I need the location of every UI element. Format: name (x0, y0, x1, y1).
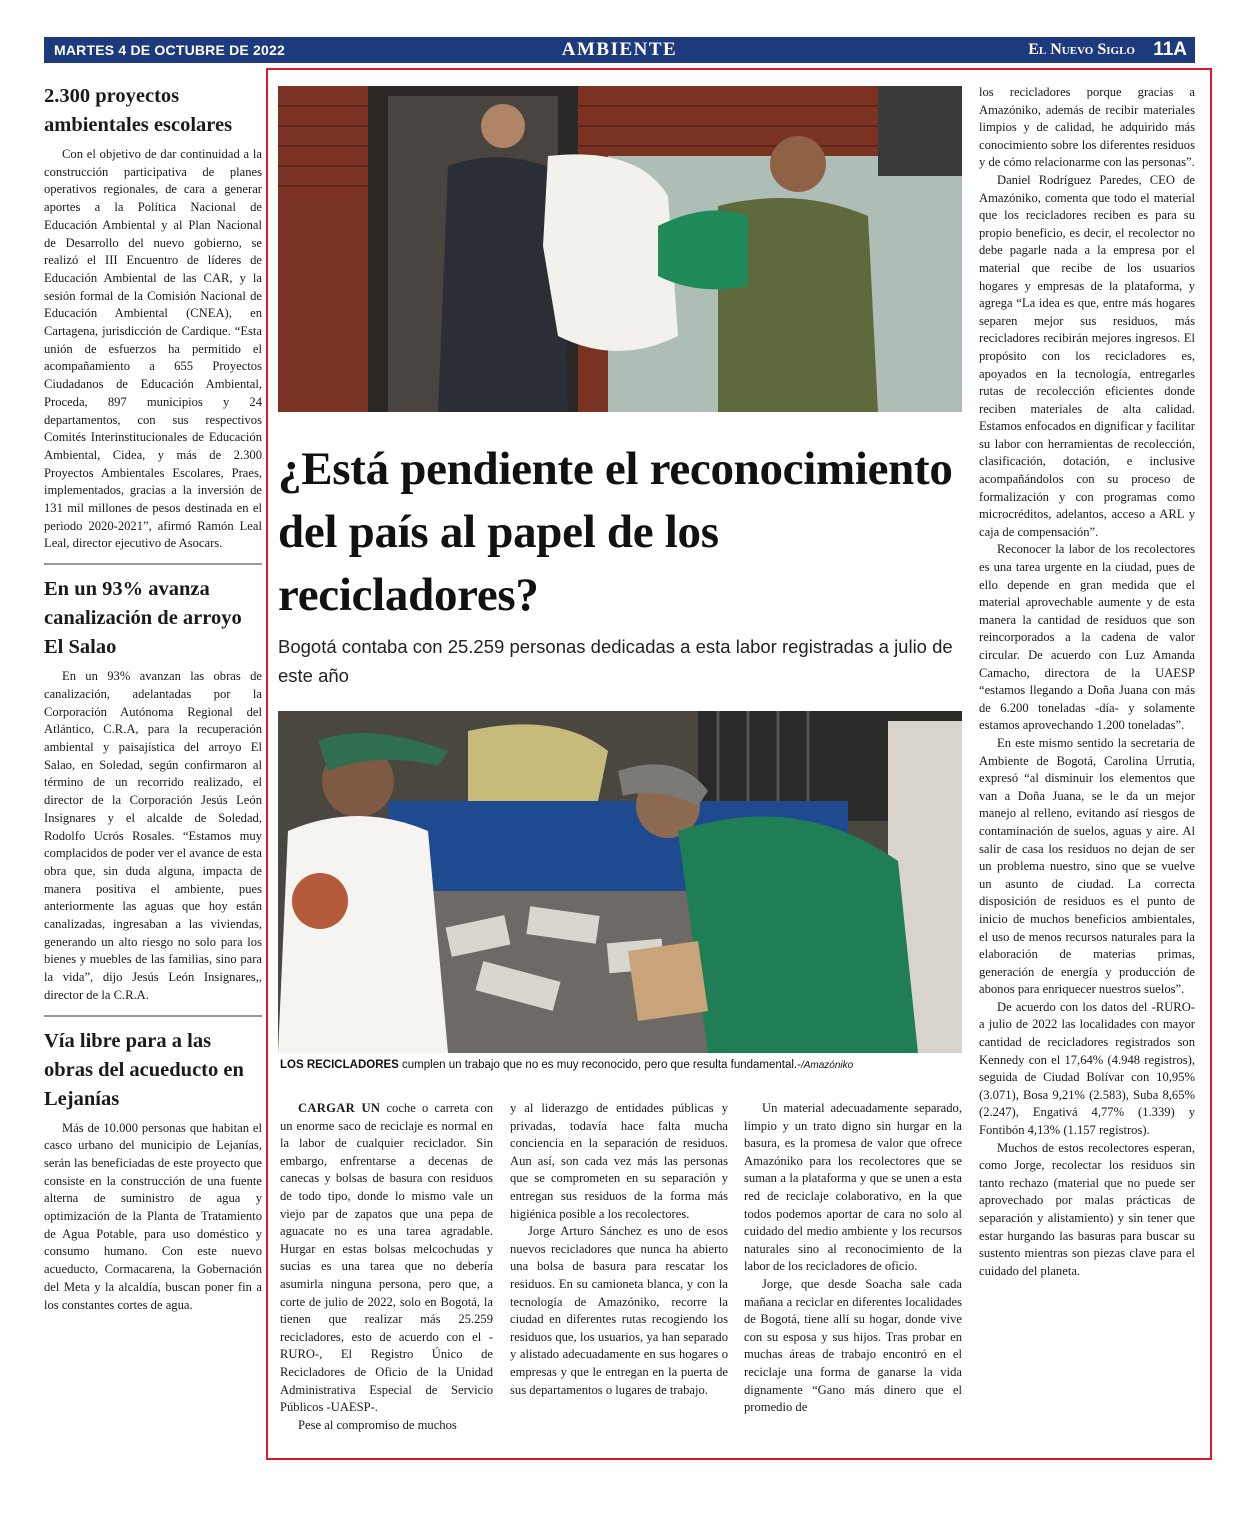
article-photo-bottom (278, 711, 962, 1053)
divider (44, 563, 262, 565)
page-header (44, 37, 1195, 63)
article-headline: ¿Está pendiente el reconocimiento del país al papel de los recicladores? (278, 443, 953, 621)
article-paragraph: CARGAR UN coche o carreta con un enorme saco de reciclaje es normal en la labor de cualquier reciclador. Sin embargo, enfrentarse a decenas de canecas y bolsas de basura con residuos de todo tipo, donde lo mismo vale un viejo par de zapatos que una pepa de aguacate no es una tarea agradable. Hurgar en estas bolsas melcochudas y sucias es una tarea que no debería asumirla ninguna persona, pero que, a corte de julio de 2022, solo en Bogotá, la tienen que realizar más 25.259 recicladores, esto de acuerdo con el -RURO-, El Registro Único de Recicladores de Oficio de la Unidad Administrativa Especial de Servicio Públicos -UAESP-. (280, 1101, 493, 1415)
brief-title: Vía libre para a las obras del acueducto en Lejanías (44, 1029, 244, 1110)
section-title: AMBIENTE (561, 39, 678, 60)
article-paragraph: Jorge, que desde Soacha sale cada mañana a reciclar en diferentes localidades de Bogotá, tiene allí su hogar, donde vive con su esposa y sus hijos. Tras probar en muchas áreas de trabajo encontró en el reciclaje una forma de ganarse la vida dignamente “Gano más dinero que el promedio de (744, 1276, 962, 1415)
article-paragraph: Un material adecuadamente separado, limpio y un trato digno sin hurgar en la basura, es la promesa de valor que ofrece Amazóniko para los recolectores que se suman a la plataforma y que se unen a esta red de reciclaje colaborativo, en la que todos podemos aportar de cara no solo al cuidado del medio ambiente y los recursos naturales sino al reconocimiento de la labor de los recicladores de oficio. (744, 1101, 962, 1274)
article-column-1 (280, 1100, 493, 1434)
newspaper-name: El Nuevo Siglo (1028, 41, 1135, 58)
brief-body: Con el objetivo de dar continuidad a la construcción participativa de planes operativos regionales, de cara a generar aportes a la Política Nacional de Educación Ambiental y al Plan Nacional de Desarrollo del nuevo gobierno, se realizó el III Encuentro de líderes de Educación Ambiental de las CAR, y la sesión formal de la Comisión Nacional de Educación Ambiental (CNEA), en Cartagena, jurisdicción de Cardique. “Esta unión de esfuerzos ha permitido el acompañamiento a 655 Proyectos Ciudadanos de Educación Ambiental, Proceda, 897 municipios y 24 departamentos, con sus respectivos Comités Interinstitucionales de Educación Ambiental, Cidea, y más de 2.300 Proyectos Ambientales Escolares, Praes, implementados, gracias a la inversión de 131 mil millones de pesos destinada en el periodo 2020-2021”, afirmó Ramón Leal Leal, director ejecutivo de Asocars. (44, 147, 262, 551)
article-paragraph: En este mismo sentido la secretaria de Ambiente de Bogotá, Carolina Urrutia, expresó “al disminuir los elementos que van a Doña Juana, se le da un mejor manejo al relleno, evitando así riesgos de contaminación de suelos, aguas y aire. Al salir de casa los residuos no dejan de ser un problema nuestro, sino que se vuelve un asunto de ciudad. La correcta disposición de residuos es el punto de inicio de muchos beneficios ambientales, el uso de menos recursos naturales para la elaboración de materias primas, generación de energía y producción de abonos para enriquecer nuestros suelos”. (979, 735, 1195, 997)
article-paragraph: Pese al compromiso de muchos (298, 1417, 457, 1432)
caption-credit: /Amazóniko (800, 1060, 854, 1071)
divider (44, 1015, 262, 1017)
brief-title: 2.300 proyectos ambientales escolares (44, 85, 233, 136)
recyclers-handover-image (278, 86, 962, 412)
article-paragraph: y al liderazgo de entidades públicas y privadas, todavía hace falta mucha conciencia en la separación de residuos. Aun así, son cada vez más las personas que se comprometen en su separación y entregan sus residuos de la forma más higiénica posible a los recolectores. (510, 1101, 728, 1221)
article-paragraph: Daniel Rodríguez Paredes, CEO de Amazóniko, comenta que todo el material que los recicladores reciben es para su propio beneficio, es decir, el recolector no debe pagarle nada a la empresa por el material que recibe de los usuarios hogares y empresas de la plataforma, y agrega “La idea es que, entre más hogares separen mejor sus residuos, más recicladores recibirán mejores ingresos. El propósito con los recicladores es, apoyados en la tecnología, entregarles rutas de recolección eficientes donde reciben materiales de alta calidad. Estamos enfocados en dignificar y facilitar su labor con herramientas de recolección, clasificación, dotación, e inclusive acompañándolos con su proceso de formalización y con programas como microcréditos, adelantos, acceso a ARL y caja de compensación”. (979, 172, 1195, 539)
article-paragraph: los recicladores porque gracias a Amazóniko, además de recibir materiales limpios y de calidad, he adquirido más conocimiento sobre los diferentes residuos y de cómo relacionarme con las personas”. (979, 85, 1195, 170)
caption-text: cumplen un trabajo que no es muy reconocido, pero que resulta fundamental.- (398, 1059, 801, 1071)
briefs-column (44, 82, 262, 1314)
lead-in: CARGAR UN (298, 1101, 381, 1115)
brief-title: En un 93% avanza canalización de arroyo El Salao (44, 578, 242, 659)
article-paragraph: Jorge Arturo Sánchez es uno de esos nuevos recicladores que nunca ha abierto una bolsa de basura para rescatar los residuos. En su camioneta blanca, y con la tecnología de Amazóniko, recorre la ciudad en diferentes rutas recogiendo los residuos que, los usuarios, ya han separado y alistado adecuadamente en sus hogares o empresas y que le entregan en la puerta de sus departamentos o lugares de trabajo. (510, 1224, 728, 1397)
issue-date: MARTES 4 DE OCTUBRE DE 2022 (54, 42, 286, 58)
article-column-4 (979, 84, 1195, 1280)
article-paragraph: Muchos de estos recolectores esperan, como Jorge, recolectar los residuos sin tanto rechazo (material que no puede ser aprovechado por malas prácticas de separación y alistamiento) y sin tener que estar hurgando las basuras para buscar su sustento mientras son piezas clave para el cuidado del planeta. (979, 1140, 1195, 1278)
article-paragraph: De acuerdo con los datos del -RURO- a julio de 2022 las localidades con mayor cantidad de recicladores registrados son Kennedy con el 17,64% (4.948 registros), seguida de Ciudad Bolívar con 10,95% (3.071), Bosa 9,21% (2.583), Suba 8,65% (2.247), Engativá 4,77% (1.339) y Fontibón 4,13% (1.157 registros). (979, 999, 1195, 1138)
brief-body: Más de 10.000 personas que habitan el casco urbano del municipio de Lejanías, serán las beneficiadas de este proyecto que consiste en la construcción de una fuente alterna de suministro de agua y optimización de la Planta de Tratamiento de Agua Potable, para uso doméstico y consumo humano. Con este nuevo acueducto, Cormacarena, la Gobernación del Meta y la alcaldía, buscan poner fin a los constantes cortes de agua. (44, 1120, 262, 1312)
article-paragraph: Reconocer la labor de los recolectores es una tarea urgente en la ciudad, pues de ello depende en gran medida que el material aprovechable aumente y de esta manera la cantidad de residuos que son reincorporados a la cadena de valor circular. De acuerdo con Luz Amanda Camacho, directora de la UAESP “estamos llegando a Doña Juana con más de 6.200 toneladas -día- y solamente estamos aprovechando 1.200 toneladas”. (979, 542, 1195, 733)
brief-body: En un 93% avanzan las obras de canalización, adelantadas por la Corporación Autónoma Regional del Atlántico, C.R.A, para la recuperación ambiental y paisajística del arroyo El Salao, en Soledad, según confirmaron al término de un recorrido realizado, el director de la Corporación Jesús León Insignares y el alcalde de Soledad, Rodolfo Ucrós Rosales. “Estamos muy complacidos de poder ver el avance de esta obra que, sin duda alguna, impacta de manera positiva el ambiente, pues anteriormente las aguas que hoy están canalizadas, ingresaban a las viviendas, generando un alto riesgo no solo para los bienes y muebles de las familias, sino para la vida”, dijo Jesús León Insignares,, director de la C.R.A. (44, 669, 262, 1002)
photo-caption (280, 1057, 964, 1074)
article-column-3 (744, 1100, 962, 1417)
page-number: 11A (1153, 39, 1187, 60)
article-column-2 (510, 1100, 728, 1399)
article-subhead: Bogotá contaba con 25.259 personas dedicadas a esta labor registradas a julio de este año (278, 636, 953, 686)
article-photo-top (278, 86, 962, 412)
recyclers-dumpster-image (278, 711, 962, 1053)
caption-lead: LOS RECICLADORES (280, 1059, 399, 1071)
